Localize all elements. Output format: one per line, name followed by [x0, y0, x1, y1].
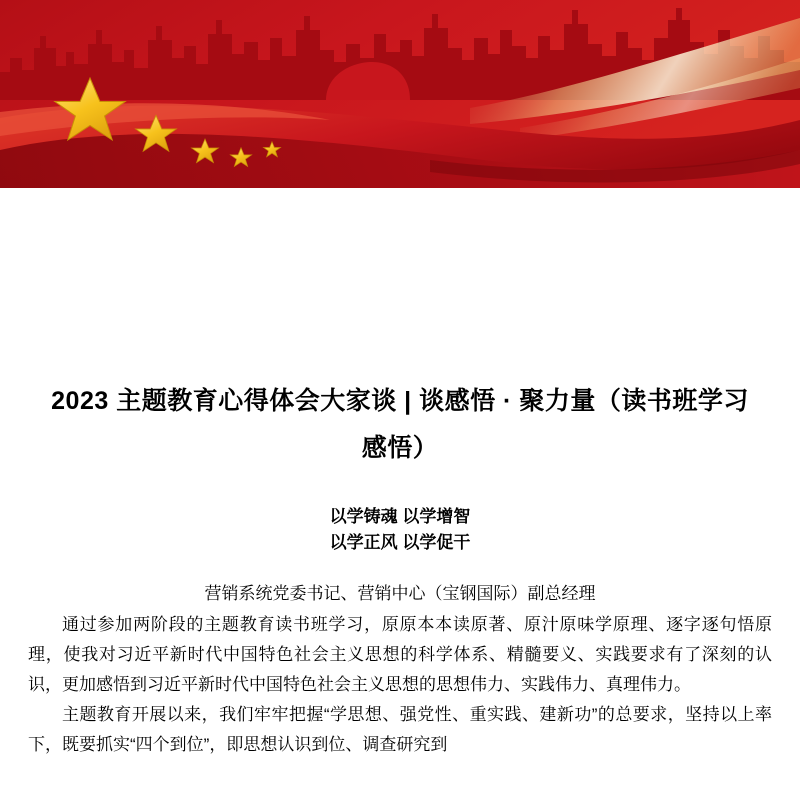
- document-subtitle: [28, 472, 772, 556]
- subtitle-line-1: 以学铸魂 以学增智: [329, 507, 471, 526]
- body-paragraph: 主题教育开展以来，我们牢牢把握“学思想、强党性、重实践、建新功”的总要求，坚持以上率下，既要抓实“四个到位”，即思想认识到位、调查研究到: [28, 705, 772, 754]
- page-title: 2023 主题教育心得体会大家谈 | 谈感悟 · 聚力量（读书班学习感悟）: [51, 387, 749, 462]
- banner-header: [0, 0, 800, 190]
- subtitle-line-2: 以学正风 以学促干: [329, 533, 471, 552]
- document-content: [0, 190, 800, 760]
- body-paragraph: 通过参加两阶段的主题教育读书班学习，原原本本读原著、原汁原味学原理、逐字逐句悟原理，使我对习近平新时代中国特色社会主义思想的科学体系、精髓要义、实践要求有了深刻的认识，更加感悟到习近平新时代中国特色社会主义思想的思想伟力、实践伟力、真理伟力。: [28, 615, 772, 694]
- author-byline: 营销系统党委书记、营销中心（宝钢国际）副总经理: [204, 584, 596, 603]
- document-body: [28, 608, 772, 760]
- banner-graphic: [0, 0, 800, 190]
